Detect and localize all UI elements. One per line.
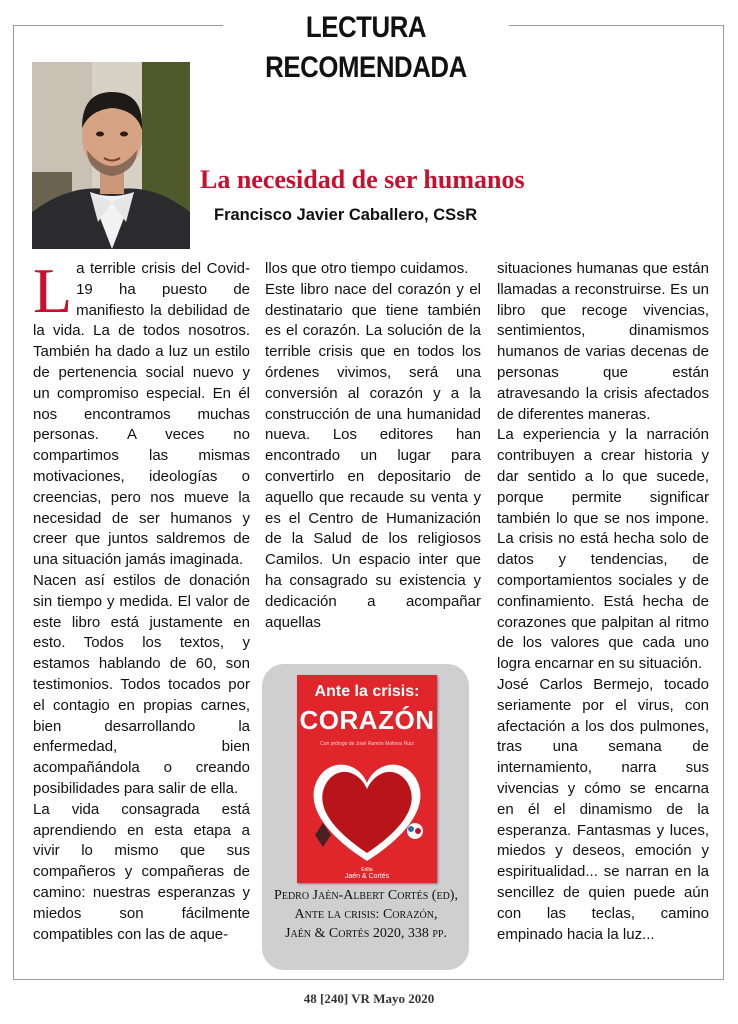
- cover-title-line-1: Ante la crisis:: [314, 683, 420, 700]
- drop-cap: L: [33, 255, 73, 326]
- cover-subtitle: Con prólogo de José Ramón Molinos Ruiz: [320, 741, 414, 747]
- paragraph: llos que otro tiempo cuidamos.: [265, 260, 469, 277]
- article-column-3: [497, 259, 709, 945]
- article-column-2: [265, 259, 481, 633]
- paragraph: situaciones humanas que están llamadas a reconstruirse. Es un libro que recoge vivencias, sentimientos, dinamismos humanos de varias decenas de personas que están atravesando la crisis afectados de diferentes maneras.: [497, 260, 709, 423]
- paragraph-text: a terrible crisis del Covid-19 ha puesto de manifiesto la debilidad de la vida. La de todos nosotros. También ha dado a luz un estilo de pertenencia social nuevo y un compromiso especial. En él nos encontramos muchas personas. A veces no compartimos las mismas motivaciones, ideologías o creencias, pero nos mueve la necesidad de ser humanos y creer que juntos saldremos de una situación jamás imaginada.: [33, 260, 250, 569]
- cover-publisher: Jaén & Cortés: [344, 873, 390, 880]
- paragraph: José Carlos Bermejo, tocado seriamente por el virus, con afectación a los dos pulmones, tras una semana de internamiento, narra sus vivencias y cómo se encarna en él el dinamismo de la esperanza. Fantasmas y luces, miedos y deseos, emoción y espiritualidad... se narran en la sencillez de quien puede aún con las teclas, camino empinado hacia la luz...: [497, 675, 709, 943]
- paragraph: La vida consagrada está aprendiendo en esta etapa a vivir lo mismo que sus compañeros y compañeras de camino: nuestras esperanzas y miedos son fácilmente compatibles con las de aque-: [33, 800, 250, 943]
- caption-line: Pedro Jaén-Albert Cortés (ed),: [274, 888, 458, 903]
- cover-title-line-2: CORAZÓN: [299, 705, 435, 735]
- article-author: Francisco Javier Caballero, CSsR: [214, 206, 478, 224]
- author-photo: [32, 62, 190, 249]
- paragraph: Nacen así estilos de donación sin tiempo y medida. El valor de este libro está justamente en esto. Todos los textos, y estamos hablando de 60, son testimonios. Todos tocados por el contagio en propias carnes, bien desarrollando la enfermedad, bien acompañándola o creando posibilidades para salir de ella.: [33, 571, 250, 797]
- heart-icon: [297, 749, 437, 869]
- cover-footer: [297, 867, 437, 880]
- page-footer: 48 [240] VR Mayo 2020: [303, 991, 435, 1006]
- caption-line: Ante la crisis: Corazón,: [294, 907, 438, 922]
- cover-editor-label: Edita: [361, 867, 373, 873]
- article-column-1: [33, 255, 250, 945]
- book-cover: [297, 675, 437, 883]
- article-title: La necesidad de ser humanos: [200, 165, 525, 194]
- section-header: LECTURA RECOMENDADA: [223, 8, 509, 48]
- paragraph: Este libro nace del corazón y el destinatario que tiene también es el corazón. La solución de la terrible crisis que en todos los órdenes vivimos, será una conversión al corazón y a la construcción de una humanidad nueva. Los editores han encontrado un lugar para convertirlo en depositario de aquello que recaude su venta y es el Centro de Humanización de la Salud de los religiosos Camilos. Un espacio inter que ha consagrado su existencia y dedicación a acompañar aquellas: [265, 280, 481, 631]
- paragraph: La experiencia y la narración contribuyen a crear historia y dar sentido a lo que sucede, porque permite significar también lo que se nos impone. La crisis no está hecha solo de datos y tendencias, de comportamientos sociales y de confinamiento. Está hecha de corazones que palpitan al ritmo de los valores que cada uno logra encarnar en su situación.: [497, 426, 709, 673]
- paragraph: [33, 255, 250, 571]
- book-caption: [268, 886, 464, 943]
- caption-line: Jaén & Cortés 2020, 338 pp.: [285, 926, 447, 941]
